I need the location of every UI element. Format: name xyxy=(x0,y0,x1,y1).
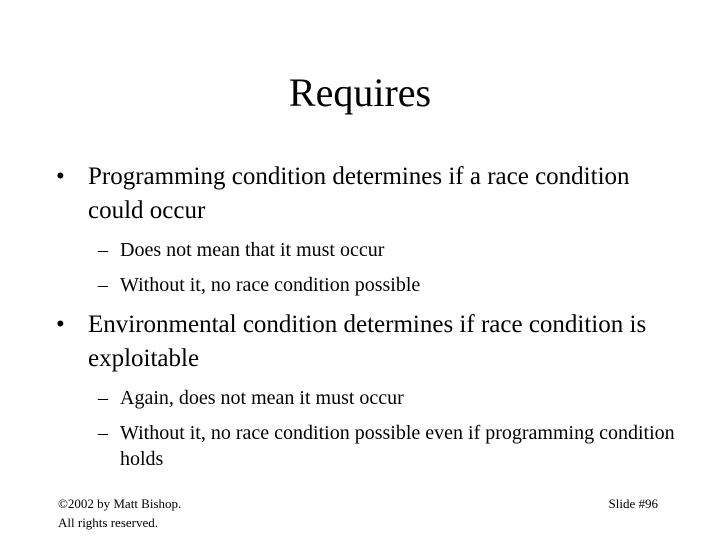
dash-icon: – xyxy=(98,387,108,409)
bullet-icon: • xyxy=(56,311,65,338)
slide-number: Slide #96 xyxy=(608,496,658,511)
dash-icon: – xyxy=(98,422,108,444)
sub-bullet-item xyxy=(98,385,676,411)
slide-title: Requires xyxy=(288,70,432,115)
bullet-text: Environmental condition determines if race condition is exploitable xyxy=(88,311,647,372)
copyright-line: ©2002 by Matt Bishop. xyxy=(58,496,182,511)
sub-bullet-text: Again, does not mean it must occur xyxy=(120,387,404,409)
copyright-footer xyxy=(58,494,181,532)
sub-bullet-item xyxy=(98,420,676,472)
dash-icon: – xyxy=(98,274,108,296)
sub-bullet-text: Does not mean that it must occur xyxy=(120,239,385,261)
dash-icon: – xyxy=(98,239,108,261)
sub-bullet-text: Without it, no race condition possible even if programming condition holds xyxy=(120,422,675,470)
bullet-icon: • xyxy=(56,163,65,190)
sub-bullet-item xyxy=(98,272,676,298)
sub-bullet-item xyxy=(98,237,676,263)
sub-bullet-text: Without it, no race condition possible xyxy=(120,274,421,296)
bullet-item xyxy=(56,308,676,376)
bullet-item xyxy=(56,160,676,228)
bullet-list xyxy=(56,160,676,472)
rights-line: All rights reserved. xyxy=(58,515,159,530)
bullet-text: Programming condition determines if a race condition could occur xyxy=(88,163,630,224)
